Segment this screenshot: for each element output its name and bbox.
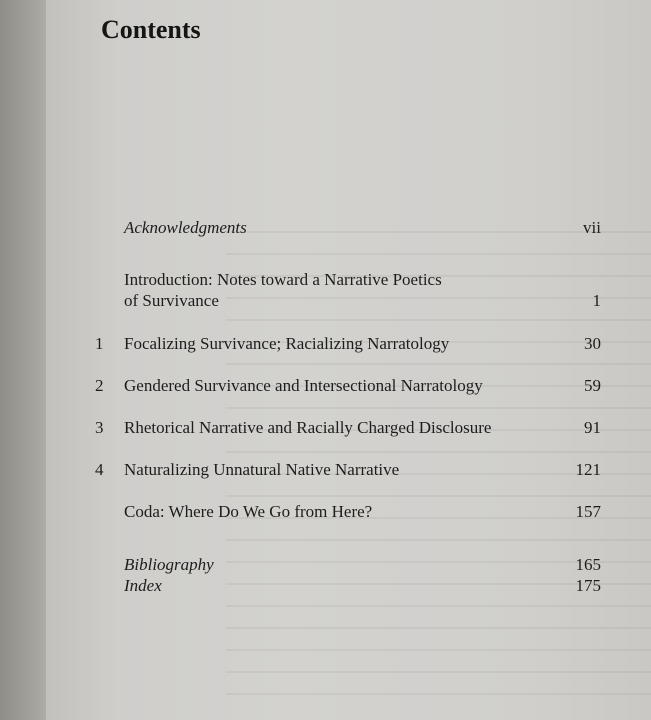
toc-entry-bibliography: Bibliography bbox=[124, 555, 214, 574]
toc-chapter-number-2: 2 bbox=[95, 376, 104, 395]
page-title: Contents bbox=[101, 15, 201, 44]
toc-entry-chapter-2: Gendered Survivance and Intersectional Narratology bbox=[124, 376, 483, 395]
toc-entry-coda: Coda: Where Do We Go from Here? bbox=[124, 502, 373, 521]
toc-page-acknowledgments: vii bbox=[583, 218, 601, 237]
toc-page-introduction: 1 bbox=[592, 291, 601, 310]
toc-entry-acknowledgments: Acknowledgments bbox=[124, 218, 247, 237]
toc-entry-index: Index bbox=[124, 576, 162, 595]
toc-page-index: 175 bbox=[575, 576, 601, 595]
toc-page-chapter-1: 30 bbox=[584, 334, 601, 353]
toc-entry-introduction: Introduction: Notes toward a Narrative Poetics bbox=[124, 270, 442, 289]
toc-entry-chapter-3: Rhetorical Narrative and Racially Charged Disclosure bbox=[124, 418, 492, 437]
toc-page-coda: 157 bbox=[575, 502, 601, 521]
toc-entry-chapter-1: Focalizing Survivance; Racializing Narratology bbox=[124, 334, 450, 353]
toc-entry-introduction-cont: of Survivance bbox=[124, 291, 219, 310]
toc-chapter-number-3: 3 bbox=[95, 418, 104, 437]
toc-chapter-number-1: 1 bbox=[95, 334, 104, 353]
toc-page-bibliography: 165 bbox=[575, 555, 601, 574]
toc-page-chapter-3: 91 bbox=[584, 418, 601, 437]
toc-page-chapter-4: 121 bbox=[575, 460, 601, 479]
toc-chapter-number-4: 4 bbox=[95, 460, 104, 479]
toc-page-chapter-2: 59 bbox=[584, 376, 601, 395]
toc-entry-chapter-4: Naturalizing Unnatural Native Narrative bbox=[124, 460, 400, 479]
